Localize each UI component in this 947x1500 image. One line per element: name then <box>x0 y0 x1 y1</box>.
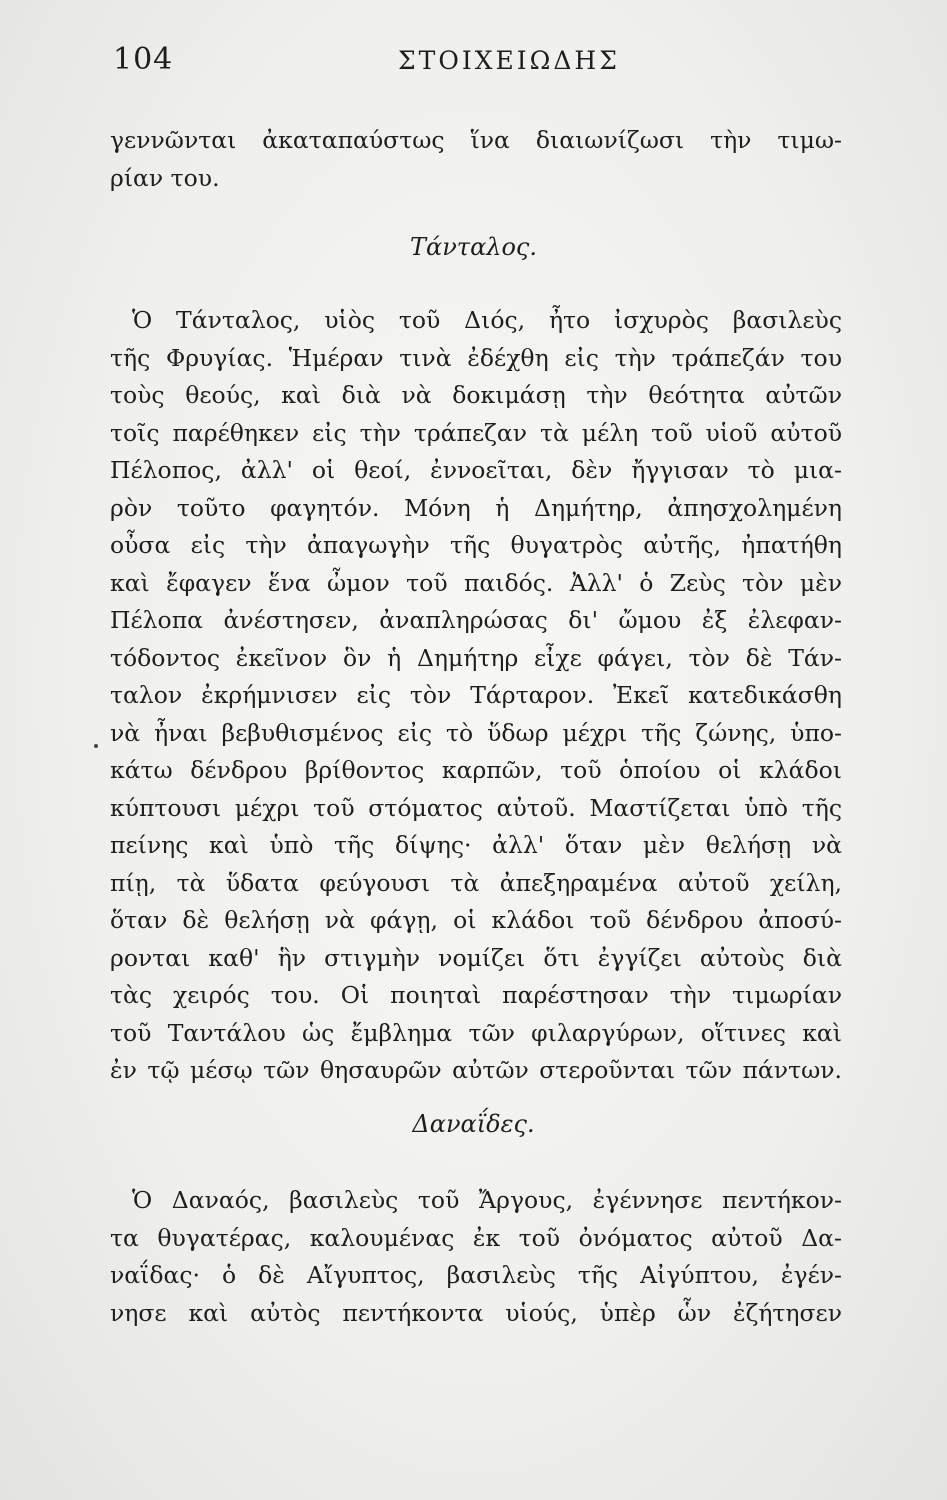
text-line: Πέλοπος, ἀλλ' οἱ θεοί, ἐννοεῖται, δὲν ἤγγισαν τὸ μια- <box>110 456 842 484</box>
text-line: πείνης καὶ ὑπὸ τῆς δίψης· ἀλλ' ὅταν μὲν θελήσῃ νὰ <box>110 831 842 859</box>
section-heading-tantalos: Τάνταλος. <box>409 233 538 261</box>
intro-paragraph <box>110 122 842 197</box>
text-line: ταλον ἐκρήμνισεν εἰς τὸν Τάρταρον. Ἐκεῖ κατεδικάσθη <box>110 681 842 709</box>
text-line: τῆς Φρυγίας. Ἡμέραν τινὰ ἐδέχθη εἰς τὴν τράπεζάν του <box>110 343 842 372</box>
text-line: τοῦ Ταντάλου ὡς ἔμβλημα τῶν φιλαργύρων, οἵτινες καὶ <box>110 1018 842 1047</box>
text-line: ρονται καθ' ἣν στιγμὴν νομίζει ὅτι ἐγγίζει αὐτοὺς διὰ <box>110 943 842 972</box>
text-line: κύπτουσι μέχρι τοῦ στόματος αὐτοῦ. Μαστίζεται ὑπὸ τῆς <box>110 793 842 822</box>
margin-dot <box>94 744 98 748</box>
text-line: ρὸν τοῦτο φαγητόν. Μόνη ἡ Δημήτηρ, ἀπησχολημένη <box>110 493 842 522</box>
text-line: τὰς χειρός του. Οἱ ποιηταὶ παρέστησαν τὴν τιμωρίαν <box>110 981 842 1009</box>
section-heading-danaides: Δαναΐδες. <box>412 1110 535 1138</box>
running-head <box>0 42 947 92</box>
tantalos-first-line <box>132 302 842 340</box>
page-number: 104 <box>113 42 174 77</box>
text-line: νησε καὶ αὐτὸς πεντήκοντα υἱούς, ὑπὲρ ὧν ἐζήτησεν <box>110 1298 842 1327</box>
text-line: Ὁ Τάνταλος, υἱὸς τοῦ Διός, ἦτο ἰσχυρὸς βασιλεὺς <box>132 306 842 334</box>
text-line: κάτω δένδρου βρίθοντος καρπῶν, τοῦ ὁποίου οἱ κλάδοι <box>110 756 842 784</box>
text-line: νὰ ἦναι βεβυθισμένος εἰς τὸ ὕδωρ μέχρι τῆς ζώνης, ὑπο- <box>110 718 842 747</box>
text-line: ἐν τῷ μέσῳ τῶν θησαυρῶν αὐτῶν στεροῦνται τῶν πάντων. <box>110 1056 842 1084</box>
running-title: ΣΤΟΙΧΕΙΩΔΗΣ <box>398 46 620 75</box>
text-line: ρίαν του. <box>110 163 220 192</box>
text-line: γεννῶνται ἀκαταπαύστως ἵνα διαιωνίζωσι τὴν τιμω- <box>110 126 842 154</box>
text-line: τόδοντος ἐκεῖνον ὃν ἡ Δημήτηρ εἶχε φάγει, τὸν δὲ Τάν- <box>110 643 842 672</box>
text-line: οὖσα εἰς τὴν ἀπαγωγὴν τῆς θυγατρὸς αὐτῆς, ἠπατήθη <box>110 531 842 559</box>
text-line: τοὺς θεούς, καὶ διὰ νὰ δοκιμάσῃ τὴν θεότητα αὐτῶν <box>110 381 842 409</box>
text-line: Πέλοπα ἀνέστησεν, ἀναπληρώσας δι' ὤμου ἐξ ἐλεφαν- <box>110 606 842 634</box>
text-line: τοῖς παρέθηκεν εἰς τὴν τράπεζαν τὰ μέλη τοῦ υἱοῦ αὐτοῦ <box>110 418 842 447</box>
text-line: ναΐδας· ὁ δὲ Αἴγυπτος, βασιλεὺς τῆς Αἰγύπτου, ἐγέν- <box>110 1261 842 1289</box>
text-line: Ὁ Δαναός, βασιλεὺς τοῦ Ἄργους, ἐγέννησε πεντήκον- <box>132 1186 842 1214</box>
text-line: πίῃ, τὰ ὕδατα φεύγουσι τὰ ἀπεξηραμένα αὐτοῦ χείλη, <box>110 868 842 897</box>
danaides-first-line <box>132 1182 842 1220</box>
text-line: ὅταν δὲ θελήσῃ νὰ φάγῃ, οἱ κλάδοι τοῦ δένδρου ἀποσύ- <box>110 906 842 934</box>
danaides-paragraph <box>110 1220 842 1333</box>
tantalos-paragraph <box>110 340 842 1090</box>
text-line: τα θυγατέρας, καλουμένας ἐκ τοῦ ὀνόματος αὐτοῦ Δα- <box>110 1223 842 1252</box>
text-line: καὶ ἔφαγεν ἕνα ὦμον τοῦ παιδός. Ἀλλ' ὁ Ζεὺς τὸν μὲν <box>110 568 842 597</box>
